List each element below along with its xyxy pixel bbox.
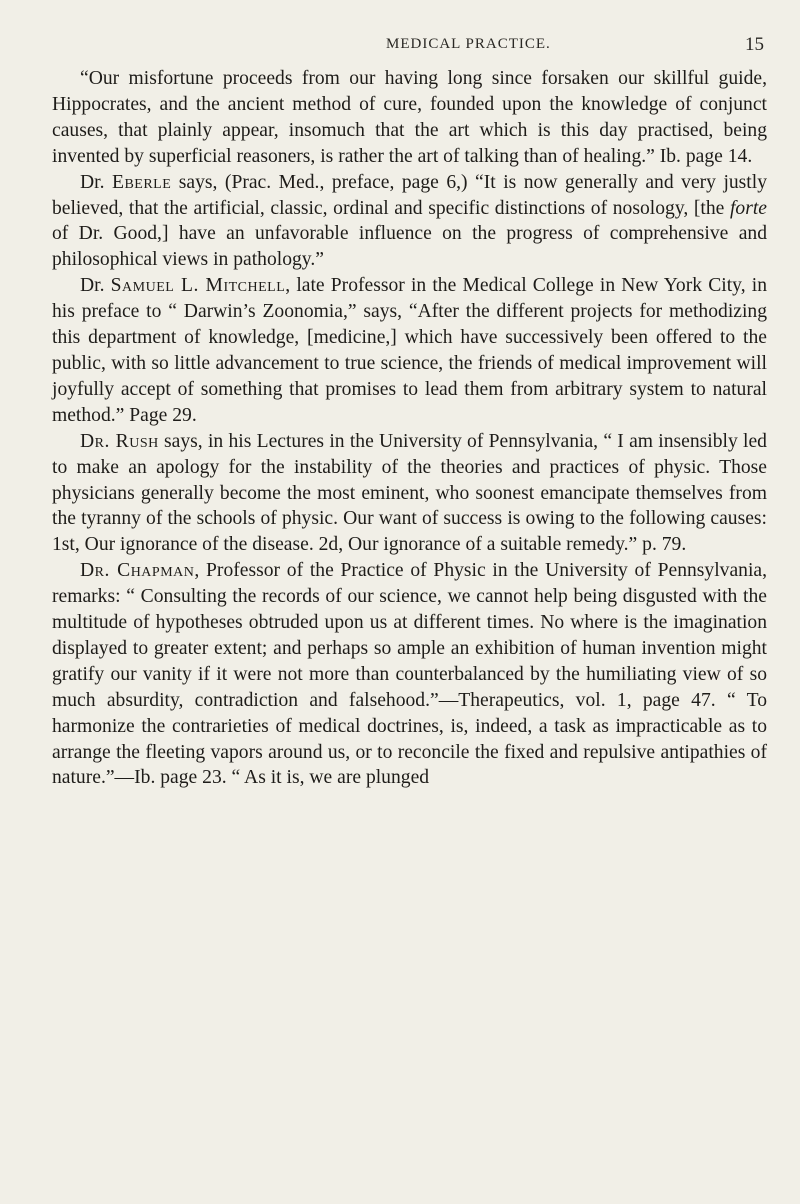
body-text (52, 66, 767, 791)
author-name: Dr. Rush (80, 430, 159, 452)
paragraph-eberle (52, 170, 767, 274)
paragraph-text: of Dr. Good,] have an unfavorable influence on the progress of comprehensive and philosophical views in pathology.” (52, 223, 767, 271)
prefix-text: Dr. (80, 171, 112, 193)
prefix-text: Dr. (80, 275, 111, 297)
paragraph-hippocrates-quote (52, 66, 767, 170)
paragraph-text: says, (Prac. Med., preface, page 6,) “It is now generally and very justly believed, that the artificial, classic, ordinal and specific distinctions of nosology, [the (52, 171, 767, 219)
author-name: Dr. Chapman (80, 560, 195, 582)
italic-term: forte (729, 197, 767, 219)
paragraph-text: says, in his Lectures in the University of Pennsylvania, “ I am insensibly led to make an apology for the instability of the theories and practices of physic. Those physicians generally become the most eminent, who soonest emancipate themselves from the tyranny of the schools of physic. Our want of success is owing to the following causes: 1st, Our ignorance of the disease. 2d, Our ignorance of a suitable remedy.” p. 79. (52, 430, 767, 556)
running-head (0, 36, 800, 60)
paragraph-text: “Our misfortune proceeds from our having long since forsaken our skillful guide, Hippocrates, and the ancient method of cure, founded upon the knowledge of conjunct causes, that plainly appear, insomuch that the art which is this day practised, being invented by superficial reasoners, is rather the art of talking than of healing.” Ib. page 14. (52, 68, 767, 167)
paragraph-chapman (52, 558, 767, 791)
paragraph-text: , Professor of the Practice of Physic in the University of Pennsylvania, remarks: “ Consulting the records of our science, we cannot help being disgusted with the multitude of hypotheses obtruded upon us at different times. No where is the imagination displayed to greater extent; and perhaps so ample an exhibition of human invention might gratify our vanity if it were not more than counterbalanced by the humiliating view of so much absurdity, contradiction and falsehood.”—Therapeutics, vol. 1, page 47. “ To harmonize the contrarieties of medical doctrines, is, indeed, a task as impracticable as to arrange the fleeting vapors around us, or to reconcile the fixed and repulsive antipathies of nature.”—Ib. page 23. “ As it is, we are plunged (52, 560, 767, 789)
author-name: Eberle (111, 171, 172, 193)
author-name: Samuel L. Mitchell (110, 275, 286, 297)
page-number: 15 (745, 34, 764, 55)
paragraph-mitchell (52, 273, 767, 428)
paragraph-text: , late Professor in the Medical College in New York City, in his preface to “ Darwin’s Zoonomia,” says, “After the different projects for methodizing this department of knowledge, [medicine,] which have successively been offered to the public, with so little advancement to true science, the friends of medical improvement will joyfully accept of something that promises to lead them from arbitrary system to natural method.” Page 29. (52, 275, 767, 426)
running-title: MEDICAL PRACTICE. (386, 36, 551, 52)
paragraph-rush (52, 429, 767, 559)
